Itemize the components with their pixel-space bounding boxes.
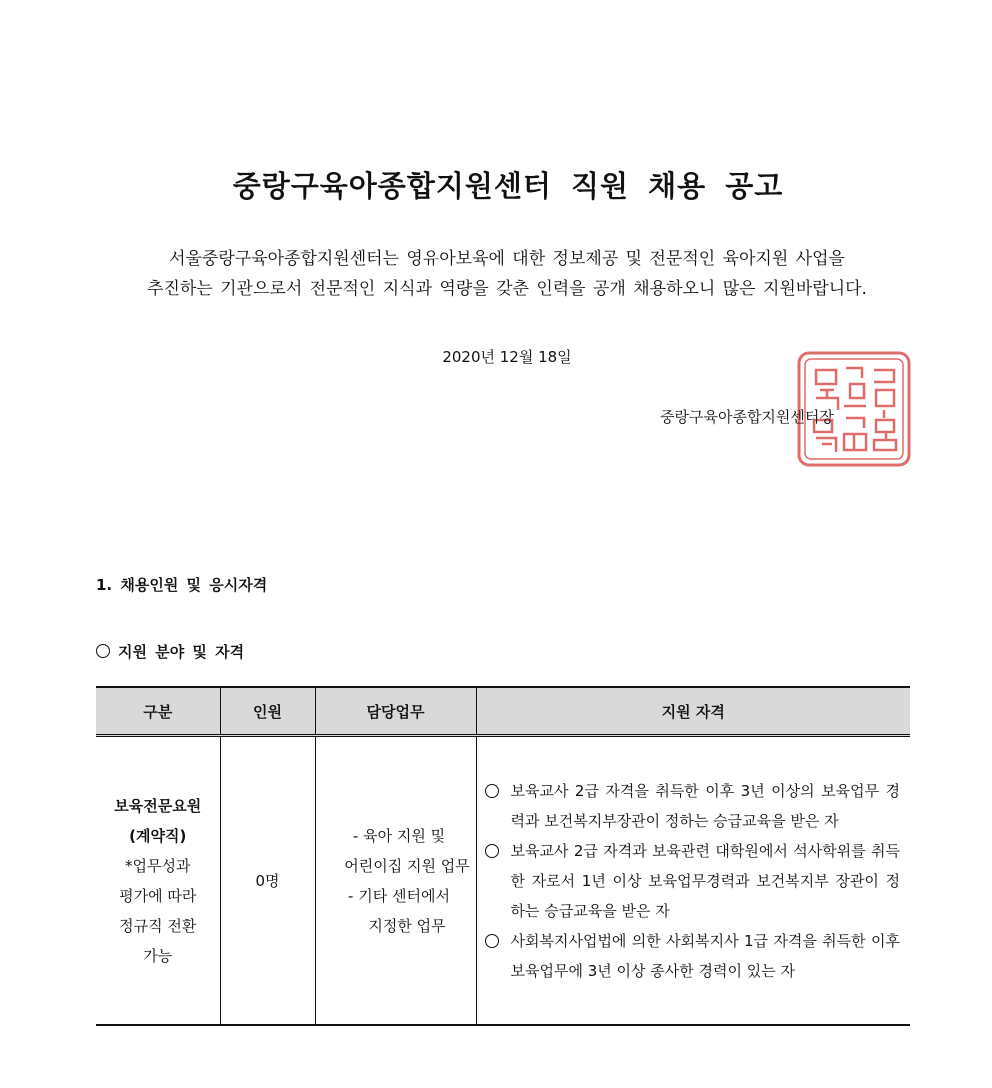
qualification-text: 보육교사 2급 자격과 보육관련 대학원에서 석사학위를 취득한 자로서 1년 이상 보육업무경력과 보건복지부 장관이 정하는 승급교육을 받은 자 — [510, 841, 900, 920]
page-title: 중랑구육아종합지원센터 직원 채용 공고 — [232, 169, 784, 203]
circle-bullet-icon — [485, 934, 499, 948]
circle-bullet-icon — [485, 844, 499, 858]
role-cell — [96, 736, 220, 1026]
intro-line-2: 추진하는 기관으로서 전문적인 지식과 역량을 갖춘 인력을 공개 채용하오니 많은 지원바랍니다. — [147, 279, 867, 299]
duty-line: - 기타 센터에서 — [348, 886, 450, 905]
announcement-date: 2020년 12월 18일 — [442, 348, 572, 366]
role-note-3: 정규직 전환 — [119, 916, 197, 935]
qualification-item — [485, 836, 901, 926]
table-row — [96, 736, 910, 1026]
duty-line: - 육아 지원 및 — [352, 826, 446, 845]
role-type: (계약직) — [129, 826, 187, 845]
header-qualifications: 지원 자격 — [476, 687, 910, 736]
role-note-4: 가능 — [143, 946, 173, 965]
headcount-cell: 0명 — [220, 736, 315, 1026]
circle-bullet-icon — [485, 784, 499, 798]
duty-line: 어린이집 지원 업무 — [344, 856, 470, 875]
recruitment-table — [96, 686, 910, 1026]
duties-cell — [315, 736, 476, 1026]
circle-bullet-icon — [96, 644, 110, 658]
header-headcount: 인원 — [220, 687, 315, 736]
intro-line-1: 서울중랑구육아종합지원센터는 영유아보육에 대한 정보제공 및 전문적인 육아지원 사업을 — [169, 249, 845, 269]
qualification-item — [485, 926, 901, 986]
header-category: 구분 — [96, 687, 220, 736]
role-note-2: 평가에 따라 — [119, 886, 197, 905]
section-heading: 1. 채용인원 및 응시자격 — [96, 576, 268, 594]
role-title: 보육전문요원 — [114, 796, 202, 815]
intro-paragraph — [100, 244, 914, 304]
qualifications-cell — [476, 736, 910, 1026]
issuer-name: 중랑구육아종합지원센터장 — [660, 408, 834, 426]
subsection-heading — [96, 641, 244, 662]
header-duties: 담당업무 — [315, 687, 476, 736]
qualification-text: 사회복지사업법에 의한 사회복지사 1급 자격을 취득한 이후 보육업무에 3년 이상 종사한 경력이 있는 자 — [510, 931, 900, 980]
duty-line: 지정한 업무 — [368, 916, 446, 935]
qualification-item — [485, 776, 901, 836]
subsection-label: 지원 분야 및 자격 — [118, 643, 245, 661]
qualification-text: 보육교사 2급 자격을 취득한 이후 3년 이상의 보육업무 경력과 보건복지부장관이 정하는 승급교육을 받은 자 — [510, 781, 900, 830]
table-header-row — [96, 687, 910, 736]
role-note-1: *업무성과 — [125, 856, 191, 875]
